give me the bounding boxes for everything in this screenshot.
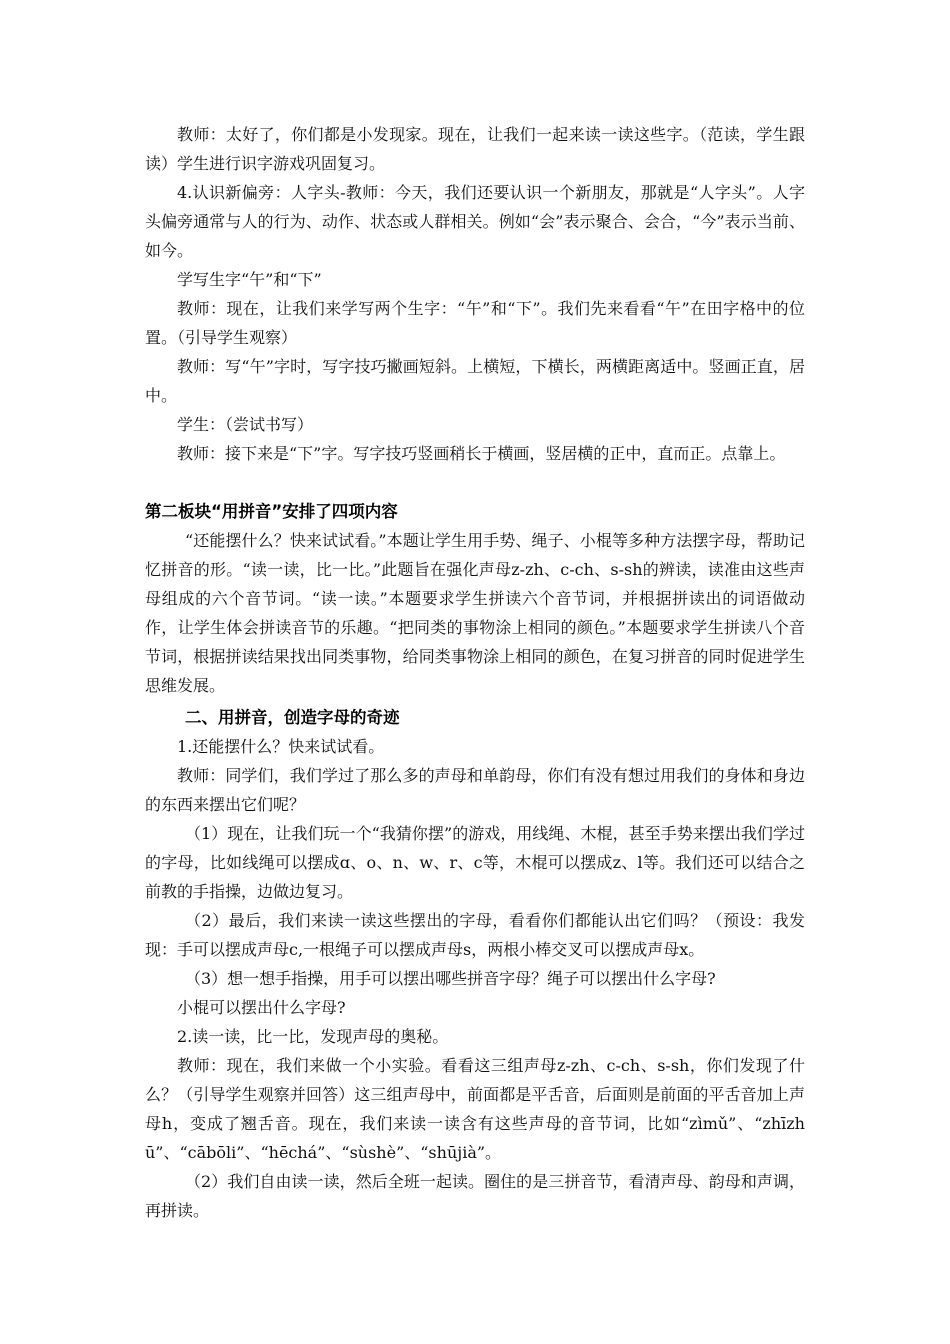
paragraph-student: 学生：（尝试书写）: [177, 415, 314, 434]
paragraph-review: 教师：太好了，你们都是小发现家。现在，让我们一起来读一读这些字。（范读，学生跟读）学生进行识字游戏巩固复习。: [145, 125, 805, 173]
paragraph-step-1: （1）现在，让我们玩一个“我猜你摆”的游戏，用线绳、木棍，甚至手势来摆出我们学过的字母，比如线绳可以摆成ɑ、o、n、w、r、c等，木棍可以摆成z、l等。我们还可以结合之前教的手指操，边做边复习。: [145, 824, 805, 901]
paragraph-teacher-body: 教师：同学们，我们学过了那么多的声母和单韵母，你们有没有想过用我们的身体和身边的东西来摆出它们呢？: [145, 766, 805, 814]
paragraph-teacher-xia: 教师：接下来是“下”字。写字技巧竖画稍长于横画，竖居横的正中，直而正。点靠上。: [177, 444, 786, 463]
section-heading-pinyin: 二、用拼音，创造字母的奇迹: [185, 708, 400, 727]
paragraph-subheading-write: 学写生字“午”和“下”: [177, 270, 322, 289]
paragraph-teacher-write: 教师：现在，让我们来学写两个生字：“午”和“下”。我们先来看看“午”在田字格中的位置。（引导学生观察）: [145, 299, 805, 347]
paragraph-item-1: 1.还能摆什么？快来试试看。: [177, 737, 385, 756]
paragraph-stick-question: 小棍可以摆出什么字母?: [177, 998, 346, 1017]
paragraph-teacher-wu: 教师：写“午”字时，写字技巧撇画短斜。上横短，下横长，两横距离适中。竖画正直，居中。: [145, 357, 805, 405]
paragraph-item-2: 2.读一读，比一比，发现声母的奥秘。: [177, 1027, 449, 1046]
paragraph-step-2: （2）最后，我们来读一读这些摆出的字母，看看你们都能认出它们吗？（预设：我发现：手可以摆成声母c,一根绳子可以摆成声母s，两根小棒交叉可以摆成声母x。: [145, 911, 805, 959]
paragraph-step-3: （3）想一想手指操，用手可以摆出哪些拼音字母？绳子可以摆出什么字母?: [185, 969, 716, 988]
paragraph-teacher-experiment: 教师：现在，我们来做一个小实验。看看这三组声母z-zh、c-ch、s-sh，你们发现了什么？（引导学生观察并回答）这三组声母中，前面都是平舌音，后面则是前面的平舌音加上声母h，变成了翘舌音。现在，我们来读一读含有这些声母的音节词，比如“zìmǔ”、“zhīzhū”、“cābōli”、“hēchá”、“sùshè”、“shūjià”。: [145, 1056, 805, 1162]
paragraph-block-overview: “还能摆什么？快来试试看。”本题让学生用手势、绳子、小棍等多种方法摆字母，帮助记忆拼音的形。“读一读，比一比。”此题旨在强化声母z-zh、c-ch、s-sh的辨读，读准由这些声母组成的六个音节词。“读一读。”本题要求学生拼读六个音节词，并根据拼读出的词语做动作，让学生体会拼读音节的乐趣。“把同类的事物涂上相同的颜色。”本题要求学生拼读八个音节词，根据拼读结果找出同类事物，给同类事物涂上相同的颜色，在复习拼音的同时促进学生思维发展。: [145, 531, 805, 695]
section-heading-second-block: 第二板块“用拼音”安排了四项内容: [145, 502, 398, 521]
paragraph-new-radical: 4.认识新偏旁：人字头-教师：今天，我们还要认识一个新朋友，那就是“人字头”。人字头偏旁通常与人的行为、动作、状态或人群相关。例如“会”表示聚合、会合，“今”表示当前、如今。: [145, 183, 805, 260]
paragraph-free-reading: （2）我们自由读一读，然后全班一起读。圈住的是三拼音节，看清声母、韵母和声调，再拼读。: [145, 1172, 805, 1220]
